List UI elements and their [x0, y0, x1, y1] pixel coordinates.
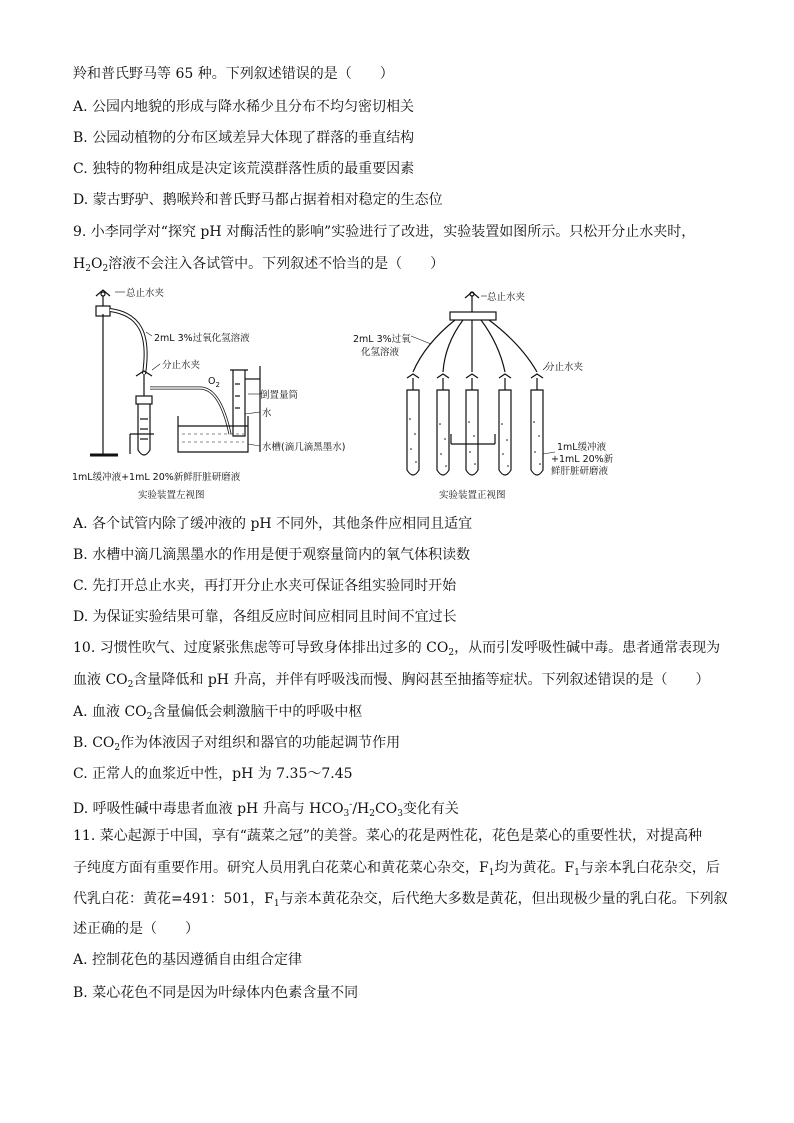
q9-option-a: A. 各个试管内除了缓冲液的 pH 不同外，其他条件应相同且适宜 — [73, 516, 473, 532]
q10-option-a: A. 血液 $CO_2$含量偏低会刺激脑干中的呼吸中枢 — [73, 704, 363, 722]
q8-stem-tail: 羚和普氏野马等 65 种。下列叙述错误的是（ ） — [73, 66, 394, 82]
q8-option-a: A. 公园内地貌的形成与降水稀少且分布不均匀密切相关 — [73, 99, 415, 115]
q10-stem-line1: 10. 习惯性吹气、过度紧张焦虑等可导致身体排出过多的 $CO_2$，从而引发呼吸性碱中毒。患者通常表现为 — [73, 640, 721, 658]
q10-option-c: C. 正常人的血浆近中性，pH 为 7.35～7.45 — [73, 766, 353, 782]
left-fig-o2-label: $O_2$ — [208, 376, 220, 389]
q9-option-d: D. 为保证实验结果可靠，各组反应时间应相同且时间不宜过长 — [73, 609, 457, 625]
right-fig-h2o2-label-2: 化氢溶液 — [361, 347, 400, 358]
left-fig-tank-label: 水槽(滴几滴黑墨水) — [262, 442, 346, 453]
apparatus-front-view-figure — [345, 284, 635, 506]
q11-option-a: A. 控制花色的基因遵循自由组合定律 — [73, 952, 303, 968]
apparatus-side-view-figure — [70, 284, 346, 506]
q11-stem-line4: 述正确的是（ ） — [73, 921, 199, 937]
right-fig-main-clamp-label: 总止水夹 — [487, 292, 526, 303]
right-fig-sub-clamp-label: 分止水夹 — [545, 362, 584, 373]
q8-option-d: D. 蒙古野驴、鹅喉羚和普氏野马都占据着相对稳定的生态位 — [73, 192, 443, 208]
left-fig-h2o2-label: 2mL 3%过氧化氢溶液 — [154, 333, 250, 344]
right-fig-h2o2-label-1: 2mL 3%过氧 — [353, 334, 411, 345]
q11-stem-line2: 子纯度方面有重要作用。研究人员用乳白花菜心和黄花菜心杂交，$F_1$均为黄花。$F_1$与亲本乳白花杂交，后 — [73, 860, 720, 878]
q11-option-b: B. 菜心花色不同是因为叶绿体内色素含量不同 — [73, 985, 359, 1001]
q11-stem-line3: 代乳白花：黄花=491：501，$F_1$与亲本黄花杂交，后代绝大多数是黄花，但出现极少量的乳白花。下列叙 — [73, 891, 728, 909]
q8-option-b: B. 公园动植物的分布区域差异大体现了群落的垂直结构 — [73, 130, 415, 146]
right-fig-tube-label-1: 1mL缓冲液 — [557, 442, 607, 453]
q8-option-c: C. 独特的物种组成是决定该荒漠群落性质的最重要因素 — [73, 161, 415, 177]
left-fig-cylinder-label: 倒置量筒 — [260, 390, 299, 401]
left-fig-caption: 实验装置左视图 — [138, 490, 205, 501]
q9-stem-line1: 9. 小李同学对“探究 pH 对酶活性的影响”实验进行了改进，实验装置如图所示。只松开分止水夹时， — [73, 224, 696, 240]
q10-stem-line2: 血液 $CO_2$含量降低和 pH 升高，并伴有呼吸浅而慢、胸闷甚至抽搐等症状。下列叙述错误的是（ ） — [73, 672, 710, 690]
right-fig-tube-label-3: 鲜肝脏研磨液 — [551, 466, 609, 477]
q10-option-d: D. 呼吸性碱中毒患者血液 pH 升高与 $HCO_3^-/H_2CO_3$变化有关 — [73, 800, 459, 819]
q9-stem-line2: $H_2O_2$溶液不会注入各试管中。下列叙述不恰当的是（ ） — [73, 256, 445, 274]
left-fig-main-clamp-label: 总止水夹 — [126, 288, 165, 299]
left-fig-water-label: 水 — [262, 408, 272, 419]
q11-stem-line1: 11. 菜心起源于中国，享有“蔬菜之冠”的美誉。菜心的花是两性花，花色是菜心的重要性状，对提高种 — [73, 828, 703, 844]
q10-option-b: B. $CO_2$作为体液因子对组织和器官的功能起调节作用 — [73, 735, 401, 753]
right-fig-tube-label-2: +1mL 20%新 — [551, 454, 614, 465]
left-fig-tube-label: 1mL缓冲液+1mL 20%新鲜肝脏研磨液 — [72, 472, 241, 483]
left-fig-sub-clamp-label: 分止水夹 — [162, 360, 201, 371]
q9-option-c: C. 先打开总止水夹，再打开分止水夹可保证各组实验同时开始 — [73, 578, 457, 594]
right-fig-caption: 实验装置正视图 — [439, 490, 506, 501]
q9-option-b: B. 水槽中滴几滴黑墨水的作用是便于观察量筒内的氧气体积读数 — [73, 547, 471, 563]
